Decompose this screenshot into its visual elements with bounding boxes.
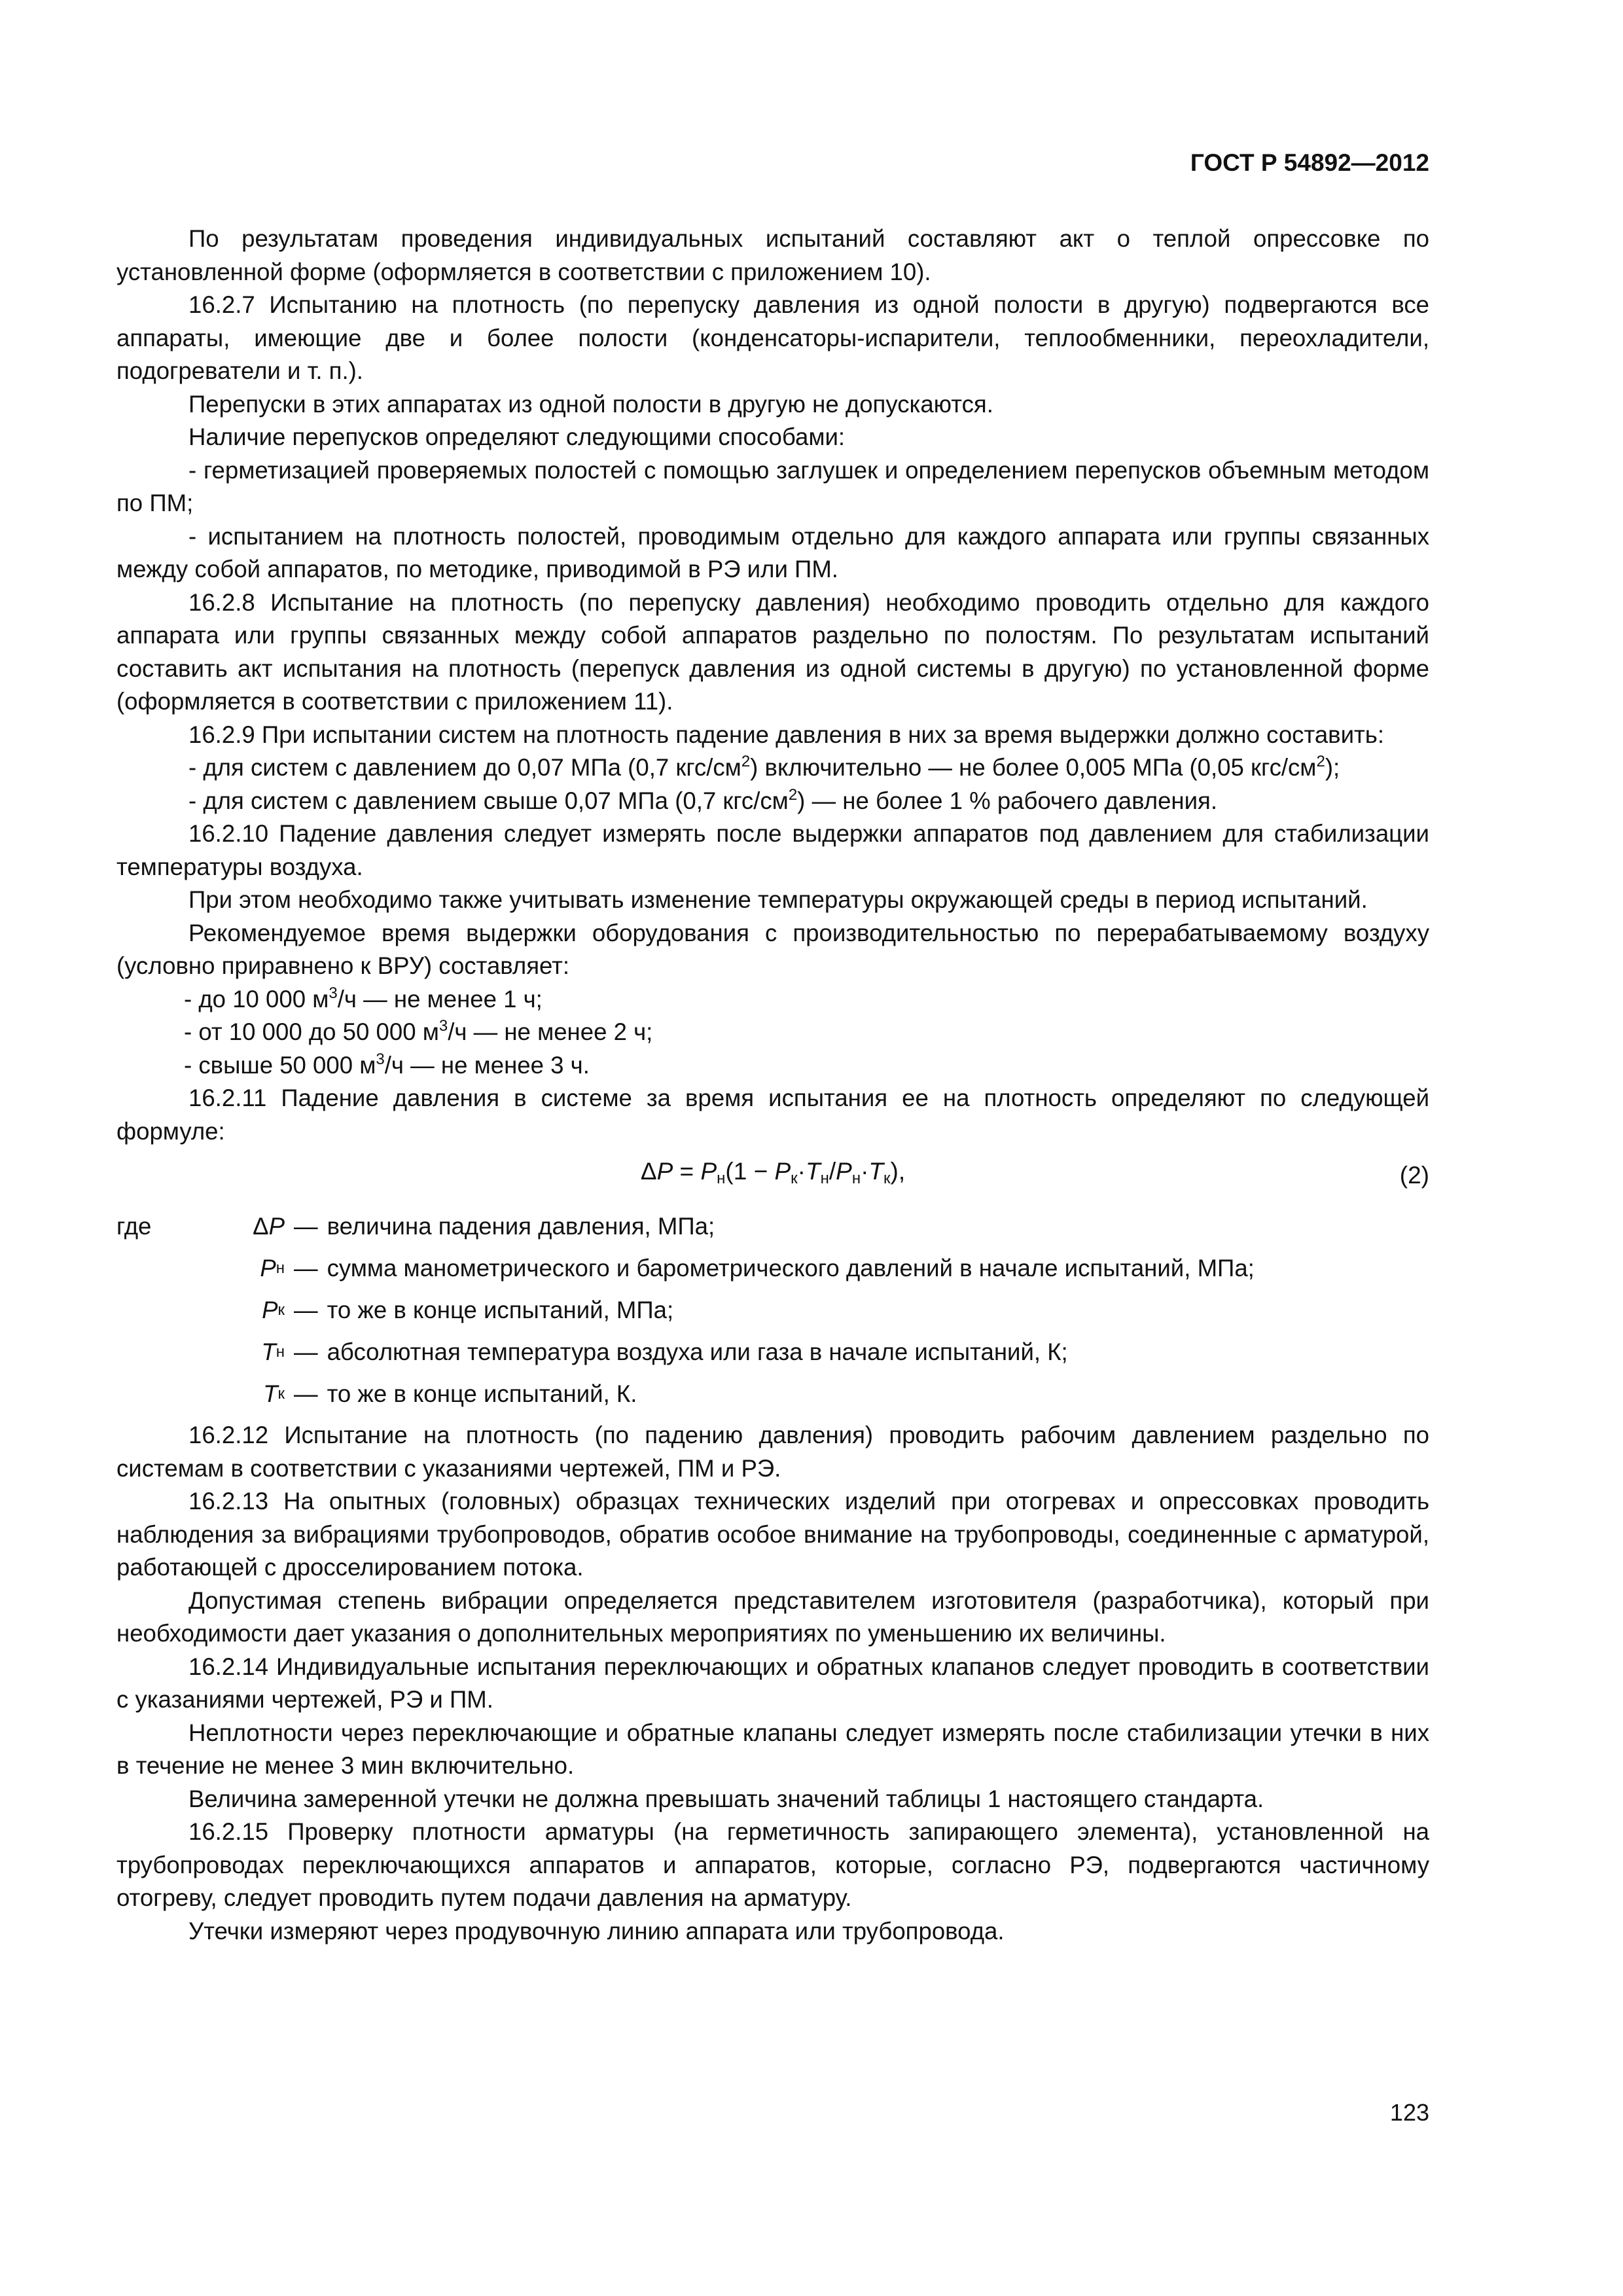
body-text (116, 223, 1429, 1948)
clause-16-2-15: 16.2.15 Проверку плотности арматуры (на герметичность запирающего элемента), установленной на трубопроводах переключающихся аппаратов и аппаратов, которые, согласно РЭ, подвергаются частичному отогреву, следует проводить путем подачи давления на арматуру. (116, 1818, 1429, 1911)
list-item: - свыше 50 000 $м^3/ч$ — не менее 3 ч. (184, 1050, 590, 1079)
list-item: - до 10 000 $м^3/ч$ — не менее 1 ч; (184, 984, 543, 1013)
standard-code: ГОСТ Р 54892—2012 (1190, 149, 1429, 176)
definition-row: P к — то же в конце испытаний, МПа; (262, 1296, 674, 1323)
list-item: - герметизацией проверяемых полостей с помощью заглушек и определением перепусков объемным методом по ПМ; (116, 456, 1429, 516)
clause-16-2-11: 16.2.11 Падение давления в системе за время испытания ее на плотность определяют по следующей формуле: (116, 1085, 1429, 1145)
definition-row: T к — то же в конце испытаний, К. (263, 1380, 637, 1407)
list-item: - испытанием на плотность полостей, проводимым отдельно для каждого аппарата или группы связанных между собой аппаратов, по методике, приводимой в РЭ или ПМ. (116, 522, 1429, 583)
clause-16-2-7: 16.2.7 Испытанию на плотность (по перепуску давления из одной полости в другую) подвергаются все аппараты, имеющие две и более полости (конденсаторы-испарители, теплообменники, переохладители, подогреватели и т. п.). (116, 291, 1429, 384)
paragraph: Наличие перепусков определяют следующими способами: (188, 423, 846, 450)
document-page (116, 0, 1429, 2296)
clause-16-2-9: 16.2.9 При испытании систем на плотность падение давления в них за время выдержки должно составить: (188, 721, 1384, 748)
paragraph: Допустимая степень вибрации определяется представителем изготовителя (разработчика), который при необходимости дает указания о дополнительных мероприятиях по уменьшению их величины. (116, 1587, 1429, 1647)
clause-16-2-8: 16.2.8 Испытание на плотность (по перепуску давления) необходимо проводить отдельно для каждого аппарата или группы связанных между собой аппаратов раздельно по полостям. По результатам испытаний составить акт испытания на плотность (перепуск давления из одной системы в другую) по установленной форме (оформляется в соответствии с приложением 11). (116, 588, 1429, 715)
clause-16-2-12: 16.2.12 Испытание на плотность (по падению давления) проводить рабочим давлением раздельно по системам в соответствии с указаниями чертежей, ПМ и РЭ. (116, 1422, 1429, 1482)
formula-number: (2) (1399, 1161, 1429, 1189)
page-number: 123 (1389, 2099, 1429, 2126)
clause-16-2-10: 16.2.10 Падение давления следует измерять после выдержки аппаратов под давлением для стабилизации температуры воздуха. (116, 820, 1429, 880)
definition-row: P н — сумма манометрического и барометрического давлений в начале испытаний, МПа; (260, 1254, 1255, 1282)
paragraph: Утечки измеряют через продувочную линию аппарата или трубопровода. (188, 1917, 1005, 1945)
formula-definitions (116, 1206, 1429, 1415)
clause-16-2-14: 16.2.14 Индивидуальные испытания переключающих и обратных клапанов следует проводить в соответствии с указаниями чертежей, РЭ и ПМ. (116, 1653, 1429, 1713)
paragraph: По результатам проведения индивидуальных испытаний составляют акт о теплой опрессовке по установленной форме (оформляется в соответствии с приложением 10). (116, 225, 1429, 285)
paragraph: Величина замеренной утечки не должна превышать значений таблицы 1 настоящего стандарта. (188, 1785, 1264, 1812)
list-item: - для систем с давлением свыше 0,07 МПа (0,7 кгс/$см^2$) — не более 1 % рабочего давления. (188, 785, 1218, 814)
list-item: - от 10 000 до 50 000 $м^3/ч$ — не менее 2 ч; (184, 1017, 653, 1045)
formula-expression: $\Delta P = P_н(1 - P_к\cdot T_н/P_н\cdot T_к)$, (640, 1158, 906, 1188)
paragraph: Неплотности через переключающие и обратные клапаны следует измерять после стабилизации утечки в них в течение не менее 3 мин включительно. (116, 1719, 1429, 1779)
clause-16-2-13: 16.2.13 На опытных (головных) образцах технических изделий при отогревах и опрессовках проводить наблюдения за вибрациями трубопроводов, обратив особое внимание на трубопроводы, соединенные с арматурой, работающей с дросселированием потока. (116, 1488, 1429, 1581)
paragraph: Рекомендуемое время выдержки оборудования с производительностью по перерабатываемому воздуху (условно приравнено к ВРУ) составляет: (116, 919, 1429, 979)
paragraph: При этом необходимо также учитывать изменение температуры окружающей среды в период испытаний. (188, 886, 1368, 913)
list-item: - для систем с давлением до 0,07 МПа (0,7 кгс/$см^2$) включительно — не более 0,005 МПа (0,05 кгс/$см^2$); (188, 753, 1340, 781)
definition-row: где Δ P — величина падения давления, МПа; (116, 1212, 715, 1240)
definition-row: T н — абсолютная температура воздуха или газа в начале испытаний, К; (261, 1338, 1068, 1365)
paragraph: Перепуски в этих аппаратах из одной полости в другую не допускаются. (188, 390, 993, 418)
formula-2 (116, 1148, 1429, 1203)
